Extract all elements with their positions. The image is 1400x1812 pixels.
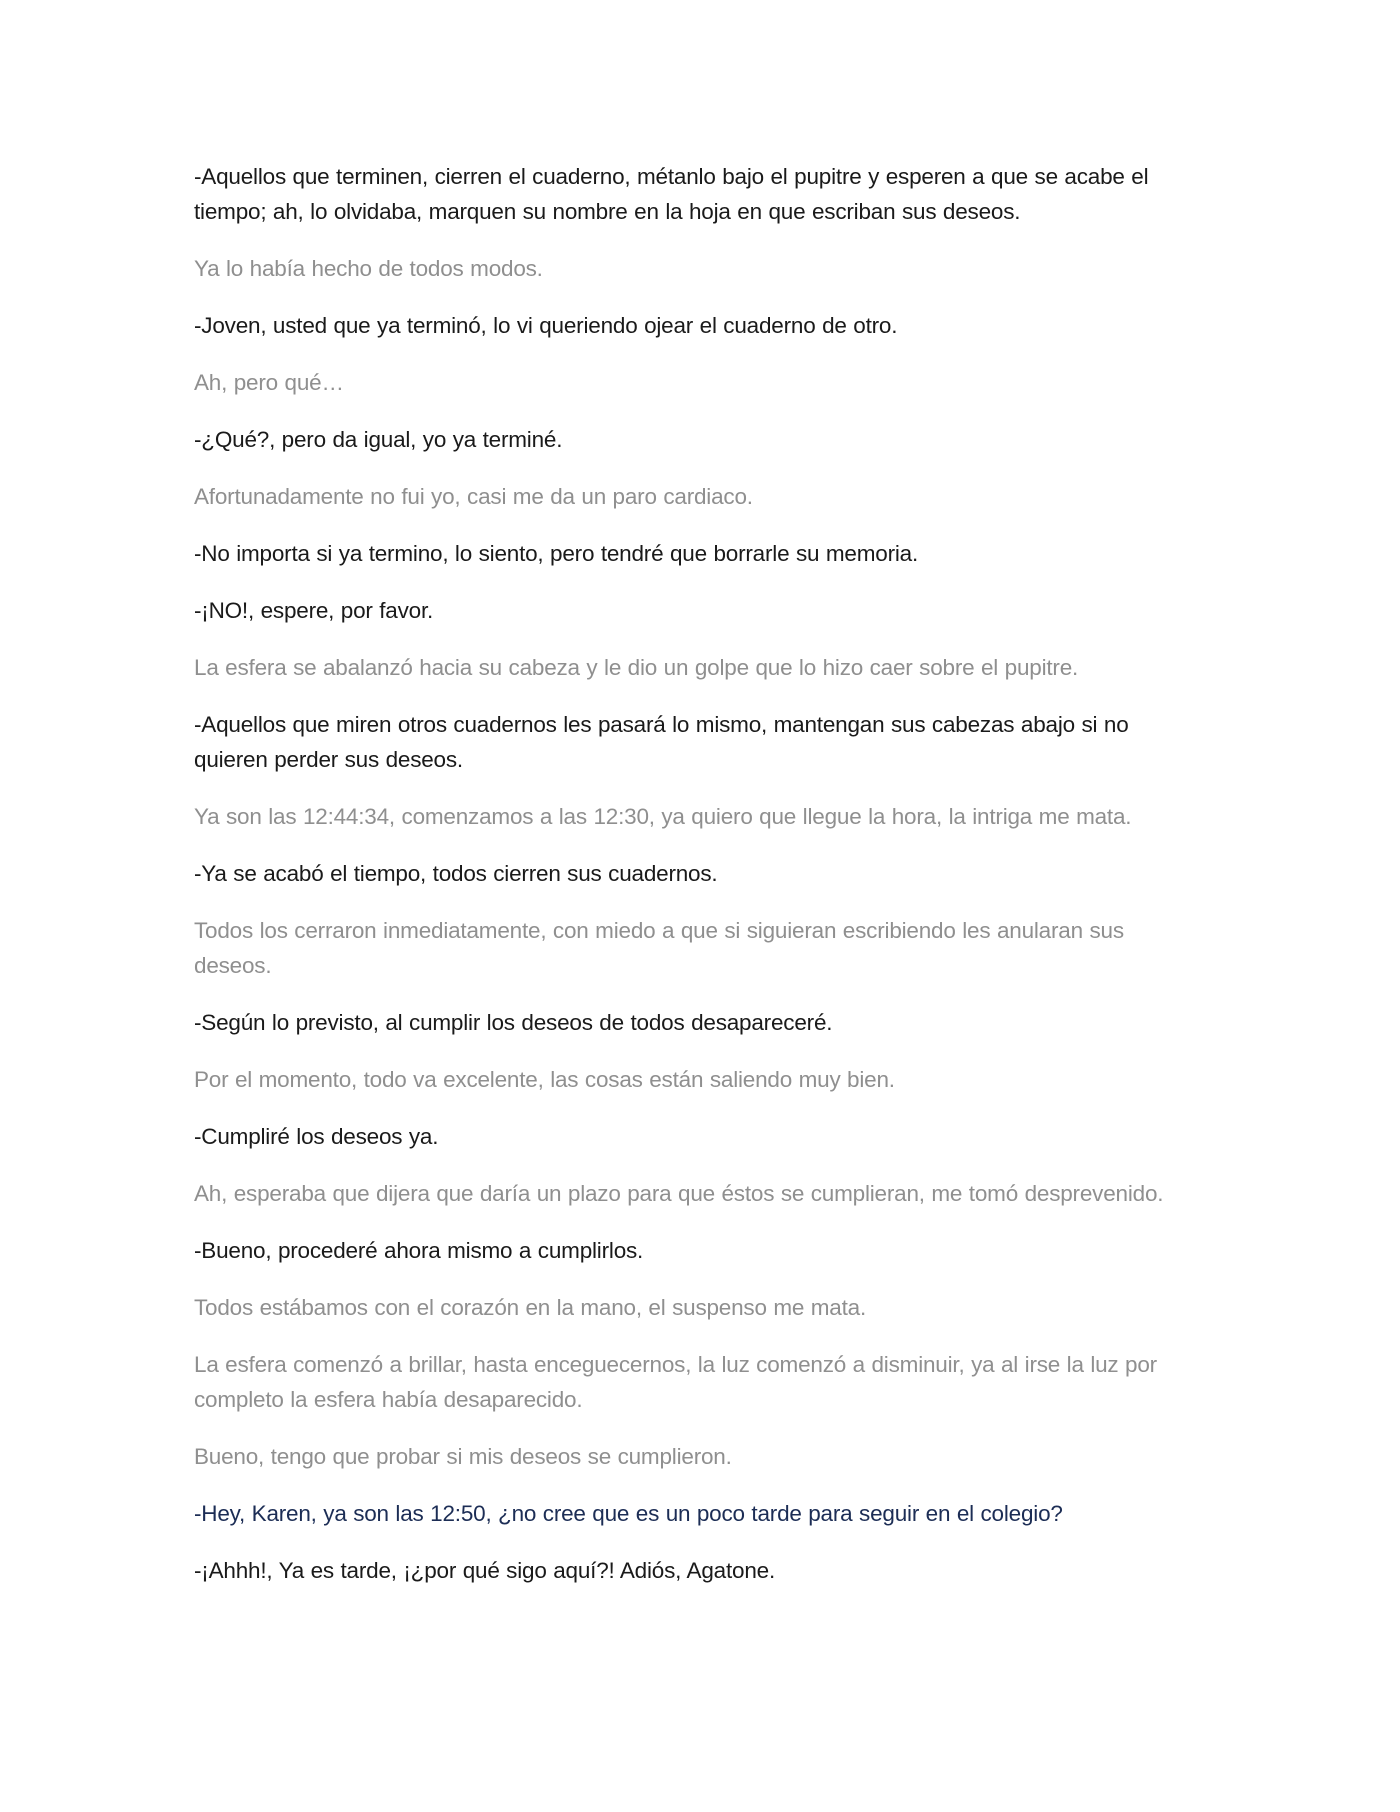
paragraph-dialog: -¡NO!, espere, por favor.: [194, 598, 434, 623]
paragraph-dialog: -Ya se acabó el tiempo, todos cierren sus cuadernos.: [194, 861, 718, 886]
paragraph-narration: Ya son las 12:44:34, comenzamos a las 12:30, ya quiero que llegue la hora, la intriga me mata.: [194, 804, 1132, 829]
paragraph-dialog: -Aquellos que terminen, cierren el cuaderno, métanlo bajo el pupitre y esperen a que se acabe el tiempo; ah, lo olvidaba, marquen su nombre en la hoja en que escriban sus deseos.: [194, 164, 1149, 224]
paragraph-dialog: -Según lo previsto, al cumplir los deseos de todos desapareceré.: [194, 1010, 833, 1035]
paragraph-dialog: -¡Ahhh!, Ya es tarde, ¡¿por qué sigo aquí?! Adiós, Agatone.: [194, 1558, 775, 1583]
paragraph-narration: La esfera se abalanzó hacia su cabeza y le dio un golpe que lo hizo caer sobre el pupitre.: [194, 655, 1079, 680]
paragraph-narration: La esfera comenzó a brillar, hasta enceguecernos, la luz comenzó a disminuir, ya al irse la luz por completo la esfera había desaparecido.: [194, 1352, 1157, 1412]
paragraph-narration: Bueno, tengo que probar si mis deseos se cumplieron.: [194, 1444, 732, 1469]
paragraph-dialog-other: -Hey, Karen, ya son las 12:50, ¿no cree que es un poco tarde para seguir en el colegio?: [194, 1501, 1063, 1526]
paragraph-dialog: -No importa si ya termino, lo siento, pero tendré que borrarle su memoria.: [194, 541, 919, 566]
paragraph-dialog: -Cumpliré los deseos ya.: [194, 1124, 439, 1149]
paragraph-dialog: -¿Qué?, pero da igual, yo ya terminé.: [194, 427, 563, 452]
paragraph-dialog: -Joven, usted que ya terminó, lo vi queriendo ojear el cuaderno de otro.: [194, 313, 898, 338]
paragraph-narration: Todos los cerraron inmediatamente, con miedo a que si siguieran escribiendo les anularan sus deseos.: [194, 918, 1124, 978]
paragraph-dialog: -Aquellos que miren otros cuadernos les pasará lo mismo, mantengan sus cabezas abajo si no quieren perder sus deseos.: [194, 712, 1129, 772]
paragraph-narration: Ya lo había hecho de todos modos.: [194, 256, 543, 281]
paragraph-dialog: -Bueno, procederé ahora mismo a cumplirlos.: [194, 1238, 644, 1263]
page-body: [194, 159, 1204, 1610]
paragraph-narration: Ah, pero qué…: [194, 370, 344, 395]
paragraph-narration: Todos estábamos con el corazón en la mano, el suspenso me mata.: [194, 1295, 867, 1320]
paragraph-narration: Ah, esperaba que dijera que daría un plazo para que éstos se cumplieran, me tomó desprevenido.: [194, 1181, 1164, 1206]
paragraph-narration: Por el momento, todo va excelente, las cosas están saliendo muy bien.: [194, 1067, 895, 1092]
paragraph-narration: Afortunadamente no fui yo, casi me da un paro cardiaco.: [194, 484, 753, 509]
